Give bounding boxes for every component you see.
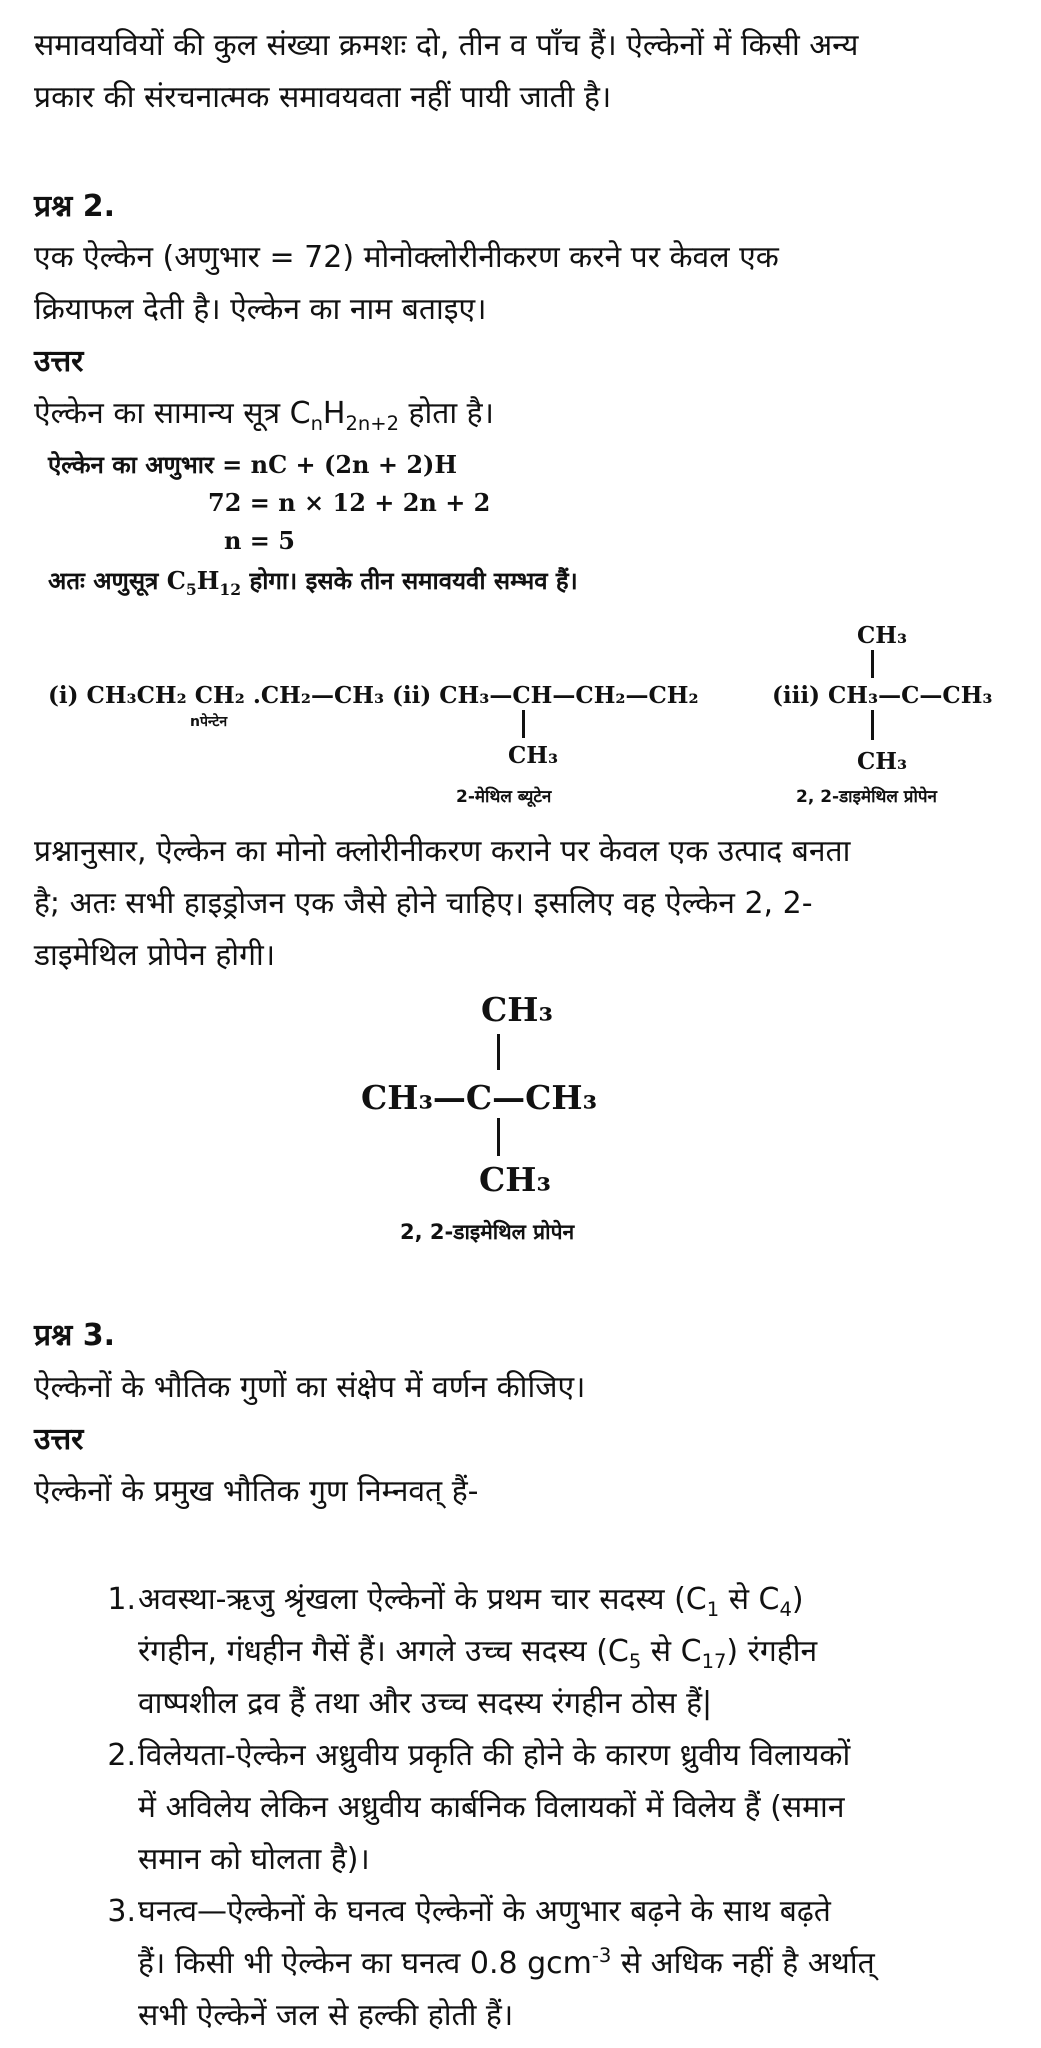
isomer-2-bond [522,710,525,738]
isomer-1-name: nपेन्टेन [190,714,228,730]
list-item-line: समान को घोलता है)। [138,1842,370,1877]
q3-question: ऐल्केनों के भौतिक गुणों का संक्षेप में वर्णन कीजिए। [34,1370,586,1405]
isomer-3-top: CH₃ [857,622,908,649]
list-item-line: वाष्पशील द्रव हैं तथा और उच्च सदस्य रंगहीन ठोस हैं| [138,1686,713,1721]
isomer-3-bottom-bond [871,710,874,740]
q2-question-line-1: एक ऐल्केन (अणुभार = 72) मोनोक्लोरीनीकरण करने पर केवल एक [34,240,779,275]
final-structure-top-bond [497,1034,500,1070]
isomer-3-formula: (iii) CH₃—C—CH₃ [772,682,993,709]
list-item-line: सभी ऐल्केनें जल से हल्की होती हैं। [138,1998,514,2033]
isomer-3-bottom: CH₃ [857,748,908,775]
list-item-line: अवस्था-ऋजु श्रृंखला ऐल्केनों के प्रथम चार सदस्य ($C_1$ से $C_4$) [138,1582,804,1621]
isomer-2-branch: CH₃ [508,742,559,769]
q2-heading: प्रश्न 2. [34,189,115,224]
list-item-line: घनत्व—ऐल्केनों के घनत्व ऐल्केनों के अणुभार बढ़ने के साथ बढ़ते [138,1894,831,1929]
isomer-3-name: 2, 2-डाइमेथिल प्रोपेन [796,787,937,807]
q3-intro: ऐल्केनों के प्रमुख भौतिक गुण निम्नवत् हैं- [34,1474,479,1509]
final-structure-top: CH₃ [481,990,553,1029]
list-item-number: 2. [107,1738,136,1773]
list-item-line: में अविलेय लेकिन अध्रुवीय कार्बनिक विलायकों में विलेय हैं (समान [138,1790,845,1825]
final-structure-bottom-bond [497,1118,500,1156]
list-item-number: 1. [107,1582,136,1617]
q2-question-line-2: क्रियाफल देती है। ऐल्केन का नाम बताइए। [34,292,487,327]
q3-heading: प्रश्न 3. [34,1318,115,1353]
list-item-number: 3. [107,1894,136,1929]
list-item-line: हैं। किसी भी ऐल्केन का घनत्व 0.8 gcm$^{-3}$ से अधिक नहीं है अर्थात् [138,1944,875,1981]
final-structure-middle: CH₃—C—CH₃ [361,1078,598,1117]
explain-line-3: डाइमेथिल प्रोपेन होगी। [34,938,276,973]
isomer-2-formula: (ii) CH₃—CH—CH₂—CH₂ [392,682,699,709]
isomer-3-top-bond [871,650,874,678]
isomer-2-name: 2-मेथिल ब्यूटेन [456,787,552,807]
explain-line-2: है; अतः सभी हाइड्रोजन एक जैसे होने चाहिए। इसलिए वह ऐल्केन 2, 2- [34,886,813,921]
work-line-4: अतः अणुसूत्र $C_5H_{12}$ होगा। इसके तीन समावयवी सम्भव हैं। [48,566,578,599]
isomer-1-formula: (i) CH₃CH₂ CH₂ .CH₂—CH₃ [48,682,385,709]
q2-general-formula: ऐल्केन का सामान्य सूत्र $C_nH_{2n+2}$ होता है। [34,396,494,435]
list-item-line: रंगहीन, गंधहीन गैसें हैं। अगले उच्च सदस्य ($C_5$ से $C_{17}$) रंगहीन [138,1634,818,1673]
final-structure-bottom: CH₃ [479,1160,551,1199]
intro-line-1: समावयवियों की कुल संख्या क्रमशः दो, तीन व पाँच हैं। ऐल्केनों में किसी अन्य [34,28,859,63]
intro-line-2: प्रकार की संरचनात्मक समावयवता नहीं पायी जाती है। [34,80,612,115]
work-line-2: 72 = n × 12 + 2n + 2 [208,488,491,517]
work-line-3: n = 5 [224,526,295,555]
q2-answer-label: उत्तर [34,344,84,379]
explain-line-1: प्रश्नानुसार, ऐल्केन का मोनो क्लोरीनीकरण कराने पर केवल एक उत्पाद बनता [34,834,851,869]
final-structure-name: 2, 2-डाइमेथिल प्रोपेन [400,1220,575,1244]
list-item-line: विलेयता-ऐल्केन अध्रुवीय प्रकृति की होने के कारण ध्रुवीय विलायकों [138,1738,851,1773]
work-line-1: ऐल्केन का अणुभार = nC + (2n + 2)H [48,450,458,479]
q3-answer-label: उत्तर [34,1422,84,1457]
